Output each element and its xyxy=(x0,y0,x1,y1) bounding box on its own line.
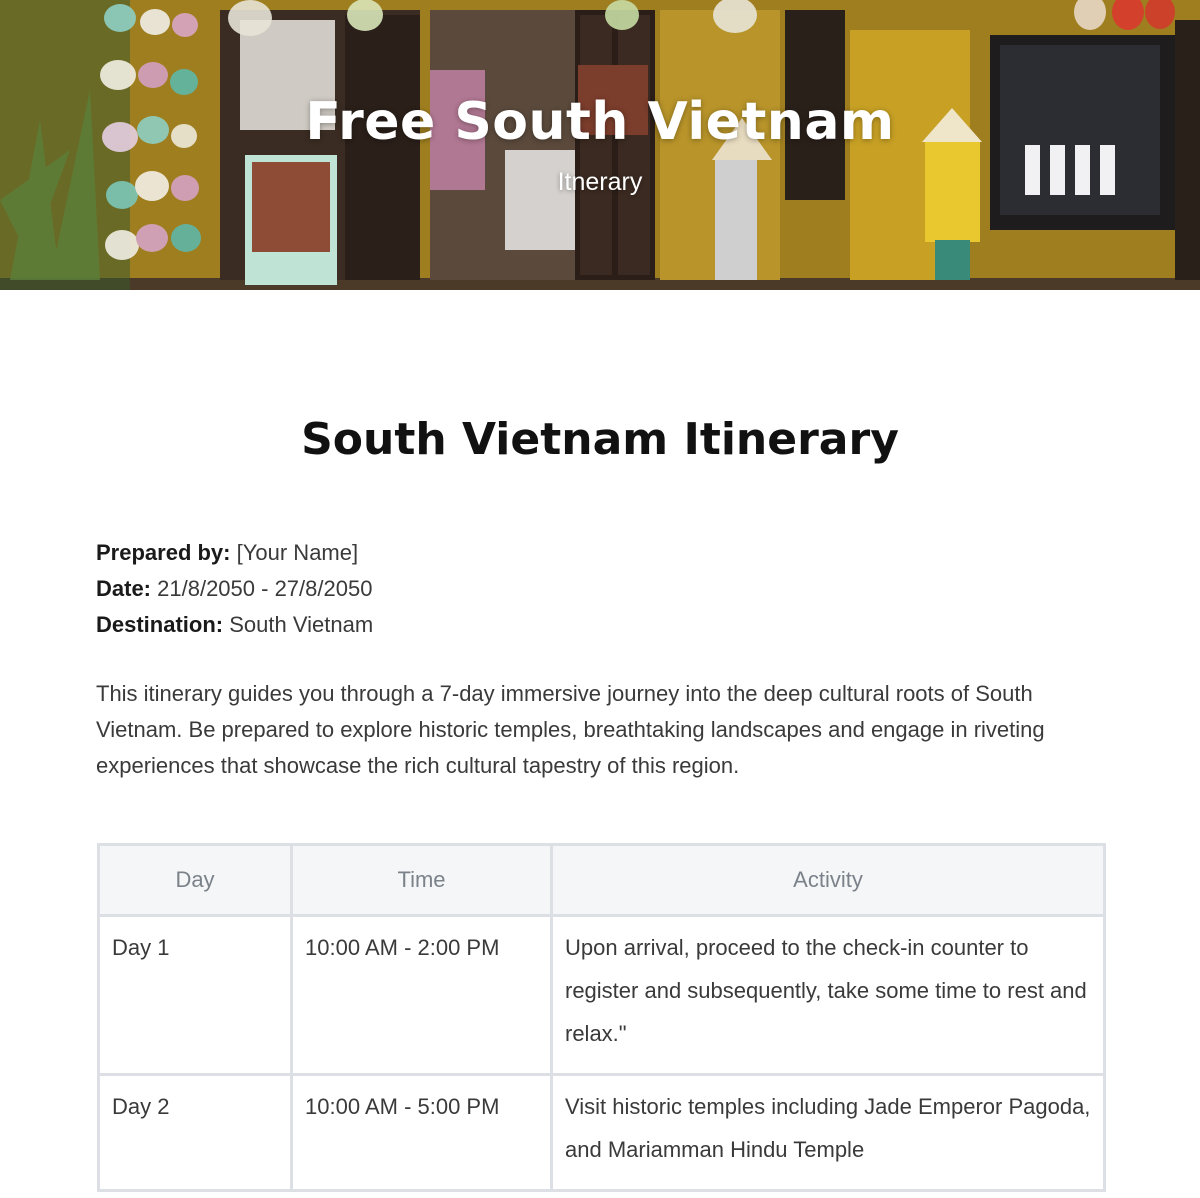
hero-banner xyxy=(0,0,1200,290)
table-header-row xyxy=(99,845,1105,916)
intro-paragraph: This itinerary guides you through a 7-day immersive journey into the deep cultural roots of South Vietnam. Be prepared to explore historic temples, breathtaking landscapes and engage in riveting experiences that showcase the rich cultural tapestry of this region. xyxy=(96,681,1045,778)
header-time: Time xyxy=(292,845,552,916)
time-text: 10:00 AM - 5:00 PM xyxy=(305,1094,500,1119)
activity-cell xyxy=(552,916,1105,1075)
date-value: 21/8/2050 - 27/8/2050 xyxy=(157,576,373,601)
prepared-by-value: [Your Name] xyxy=(236,540,359,565)
time-text: 10:00 AM - 2:00 PM xyxy=(305,935,500,960)
prepared-by-label: Prepared by: xyxy=(96,540,231,565)
destination-value: South Vietnam xyxy=(229,612,374,637)
day-text: Day 2 xyxy=(112,1094,170,1119)
hero-subtitle: Itnerary xyxy=(557,168,643,196)
table-row xyxy=(99,1075,1105,1191)
document-title: South Vietnam Itinerary xyxy=(301,414,899,465)
destination-label: Destination: xyxy=(96,612,224,637)
activity-text: Upon arrival, proceed to the check-in counter to register and subsequently, take some time to rest and relax." xyxy=(565,935,1087,1046)
activity-text: Visit historic temples including Jade Emperor Pagoda, and Mariamman Hindu Temple xyxy=(565,1094,1091,1162)
day-cell xyxy=(99,916,292,1075)
destination-line xyxy=(96,607,373,643)
table-row xyxy=(99,916,1105,1075)
time-cell xyxy=(292,1075,552,1191)
hero-title: Free South Vietnam xyxy=(305,92,895,152)
activity-cell xyxy=(552,1075,1105,1191)
header-activity: Activity xyxy=(552,845,1105,916)
day-text: Day 1 xyxy=(112,935,170,960)
itinerary-table xyxy=(97,843,1106,1192)
header-day: Day xyxy=(99,845,292,916)
time-cell xyxy=(292,916,552,1075)
date-line xyxy=(96,571,373,607)
day-cell xyxy=(99,1075,292,1191)
prepared-by-line xyxy=(96,535,373,571)
document-meta xyxy=(96,535,373,643)
date-label: Date: xyxy=(96,576,152,601)
